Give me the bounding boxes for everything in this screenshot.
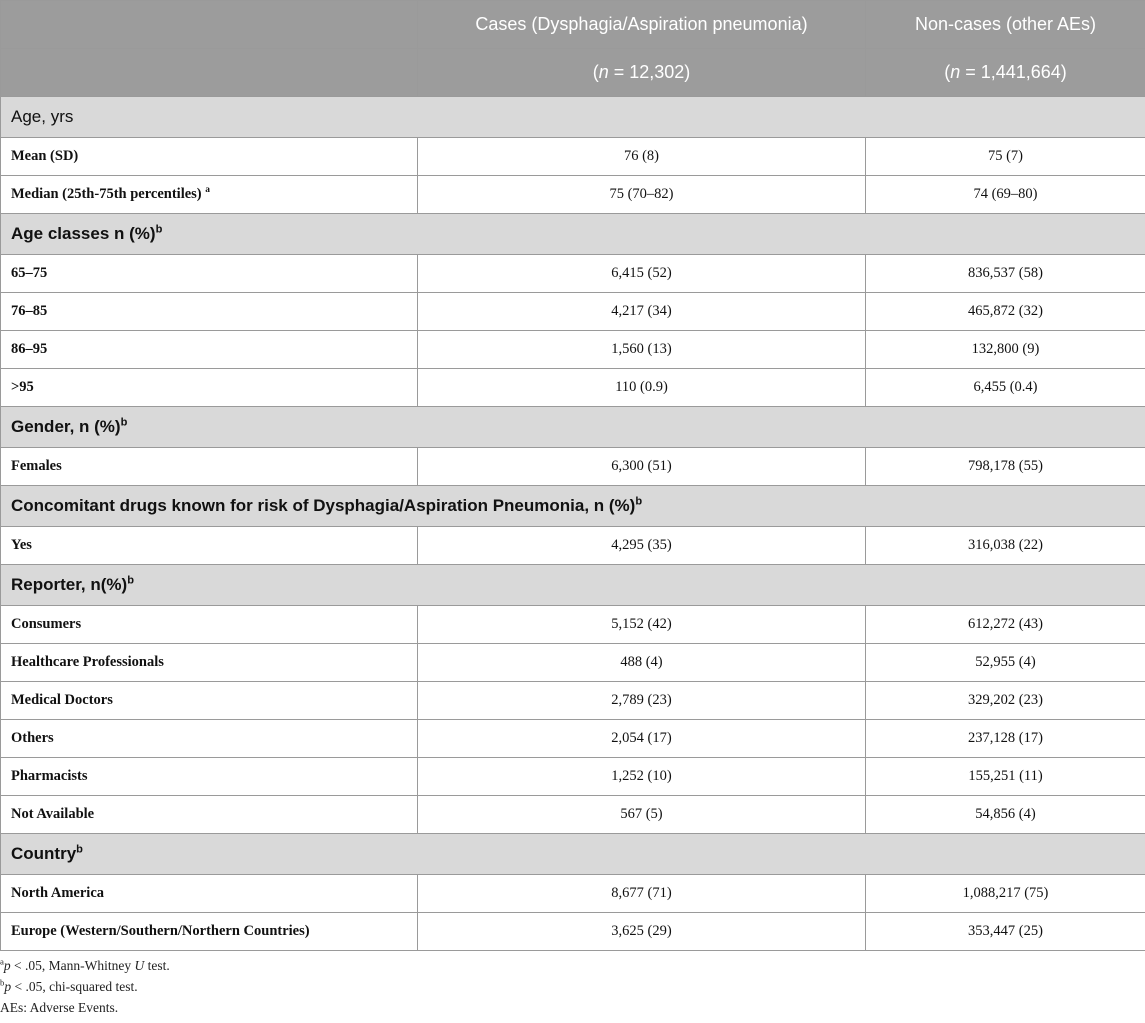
row-label-text: 76–85 [11, 303, 48, 319]
noncases-value: 155,251 (11) [866, 758, 1145, 796]
table-footnotes [0, 955, 1145, 1018]
row-label-text: Females [11, 458, 62, 474]
row-label-text: Healthcare Professionals [11, 654, 164, 670]
section-title [1, 834, 1145, 875]
header-row [1, 1, 1145, 49]
row-label [1, 758, 418, 796]
footnote-marker: b [635, 495, 643, 508]
section-row [1, 407, 1145, 448]
footnote-italic: p [4, 979, 12, 994]
row-label-text: Consumers [11, 616, 82, 632]
footnote-text: < .05, Mann-Whitney [10, 958, 135, 973]
table-row [1, 875, 1145, 913]
cases-value: 1,252 (10) [418, 758, 866, 796]
row-label [1, 682, 418, 720]
table-row [1, 796, 1145, 834]
row-label [1, 875, 418, 913]
table-row [1, 644, 1145, 682]
section-title [1, 407, 1145, 448]
footnote-marker: b [120, 416, 128, 429]
noncases-value: 329,202 (23) [866, 682, 1145, 720]
noncases-value: 52,955 (4) [866, 644, 1145, 682]
table-row [1, 682, 1145, 720]
cases-value: 6,300 (51) [418, 448, 866, 486]
table-row [1, 176, 1145, 214]
row-label [1, 644, 418, 682]
table-row [1, 527, 1145, 565]
cases-value: 4,217 (34) [418, 293, 866, 331]
cases-value: 3,625 (29) [418, 913, 866, 951]
section-title [1, 97, 1145, 138]
footnote-text: test. [144, 958, 170, 973]
table-row [1, 720, 1145, 758]
row-label [1, 796, 418, 834]
row-label-text: Median (25th-75th percentiles) [11, 186, 202, 202]
row-label-text: 86–95 [11, 341, 48, 357]
footnote-marker: b [127, 574, 134, 587]
section-row [1, 214, 1145, 255]
sample-size-label: (n = 12,302) [592, 62, 691, 82]
table-row [1, 331, 1145, 369]
section-title [1, 565, 1145, 606]
row-label [1, 448, 418, 486]
row-label [1, 138, 418, 176]
header-blank-cell [1, 1, 418, 49]
row-label [1, 720, 418, 758]
row-label [1, 255, 418, 293]
noncases-value: 237,128 (17) [866, 720, 1145, 758]
row-label-text: Mean (SD) [11, 148, 79, 164]
footnote-italic: U [134, 958, 145, 973]
cases-value: 4,295 (35) [418, 527, 866, 565]
section-title-text: Country [11, 844, 77, 863]
footnote-line [0, 976, 1145, 997]
noncases-value: 836,537 (58) [866, 255, 1145, 293]
row-label [1, 176, 418, 214]
cases-value: 488 (4) [418, 644, 866, 682]
table-row [1, 606, 1145, 644]
cases-value: 75 (70–82) [418, 176, 866, 214]
footnote-text: AEs: Adverse Events. [0, 1000, 119, 1015]
cases-value: 2,789 (23) [418, 682, 866, 720]
noncases-value: 316,038 (22) [866, 527, 1145, 565]
section-title [1, 486, 1145, 527]
footnote-italic: p [3, 958, 11, 973]
row-label-text: Europe (Western/Southern/Northern Countries) [11, 923, 310, 939]
cases-value: 567 (5) [418, 796, 866, 834]
table-row [1, 448, 1145, 486]
section-title-text: Age classes n (%) [11, 224, 156, 243]
noncases-value: 353,447 (25) [866, 913, 1145, 951]
header-n-noncases [866, 49, 1145, 97]
cases-value: 5,152 (42) [418, 606, 866, 644]
noncases-value: 1,088,217 (75) [866, 875, 1145, 913]
row-label-text: >95 [11, 379, 34, 395]
footnote-marker: a [205, 185, 210, 196]
row-label [1, 293, 418, 331]
table-row [1, 369, 1145, 407]
cases-value: 1,560 (13) [418, 331, 866, 369]
header-n-row [1, 49, 1145, 97]
table-row [1, 758, 1145, 796]
row-label [1, 331, 418, 369]
section-row [1, 565, 1145, 606]
noncases-value: 132,800 (9) [866, 331, 1145, 369]
noncases-value: 798,178 (55) [866, 448, 1145, 486]
noncases-value: 74 (69–80) [866, 176, 1145, 214]
row-label [1, 527, 418, 565]
row-label-text: Pharmacists [11, 768, 88, 784]
sample-size-label: (n = 1,441,664) [944, 62, 1067, 82]
row-label-text: Yes [11, 537, 32, 553]
noncases-value: 612,272 (43) [866, 606, 1145, 644]
table-row [1, 138, 1145, 176]
section-title-text: Concomitant drugs known for risk of Dysphagia/Aspiration Pneumonia, n (%) [11, 496, 636, 515]
row-label [1, 369, 418, 407]
footnote-line [0, 997, 1145, 1018]
row-label-text: Others [11, 730, 54, 746]
noncases-value: 6,455 (0.4) [866, 369, 1145, 407]
cases-value: 110 (0.9) [418, 369, 866, 407]
header-blank-cell [1, 49, 418, 97]
table-row [1, 255, 1145, 293]
table-row [1, 913, 1145, 951]
row-label-text: Not Available [11, 806, 95, 822]
cases-value: 8,677 (71) [418, 875, 866, 913]
header-cases: Cases (Dysphagia/Aspiration pneumonia) [418, 1, 866, 49]
section-title-text: Reporter, n(%) [11, 575, 128, 594]
cases-value: 2,054 (17) [418, 720, 866, 758]
footnote-marker: b [0, 977, 5, 988]
table-row [1, 293, 1145, 331]
noncases-value: 54,856 (4) [866, 796, 1145, 834]
section-row [1, 834, 1145, 875]
footnote-text: < .05, chi-squared test. [11, 979, 138, 994]
footnote-marker: b [155, 223, 163, 236]
noncases-value: 75 (7) [866, 138, 1145, 176]
row-label-text: North America [11, 885, 105, 901]
footnote-marker: b [76, 843, 83, 856]
footnote-marker: a [0, 956, 4, 967]
header-n-cases [418, 49, 866, 97]
row-label [1, 606, 418, 644]
row-label-text: 65–75 [11, 265, 48, 281]
section-title-text: Age, yrs [11, 107, 74, 126]
section-row [1, 97, 1145, 138]
noncases-value: 465,872 (32) [866, 293, 1145, 331]
row-label-text: Medical Doctors [11, 692, 113, 708]
cases-value: 6,415 (52) [418, 255, 866, 293]
section-title [1, 214, 1145, 255]
footnote-line [0, 955, 1145, 976]
section-row [1, 486, 1145, 527]
row-label [1, 913, 418, 951]
header-noncases: Non-cases (other AEs) [866, 1, 1145, 49]
section-title-text: Gender, n (%) [11, 417, 121, 436]
cases-value: 76 (8) [418, 138, 866, 176]
